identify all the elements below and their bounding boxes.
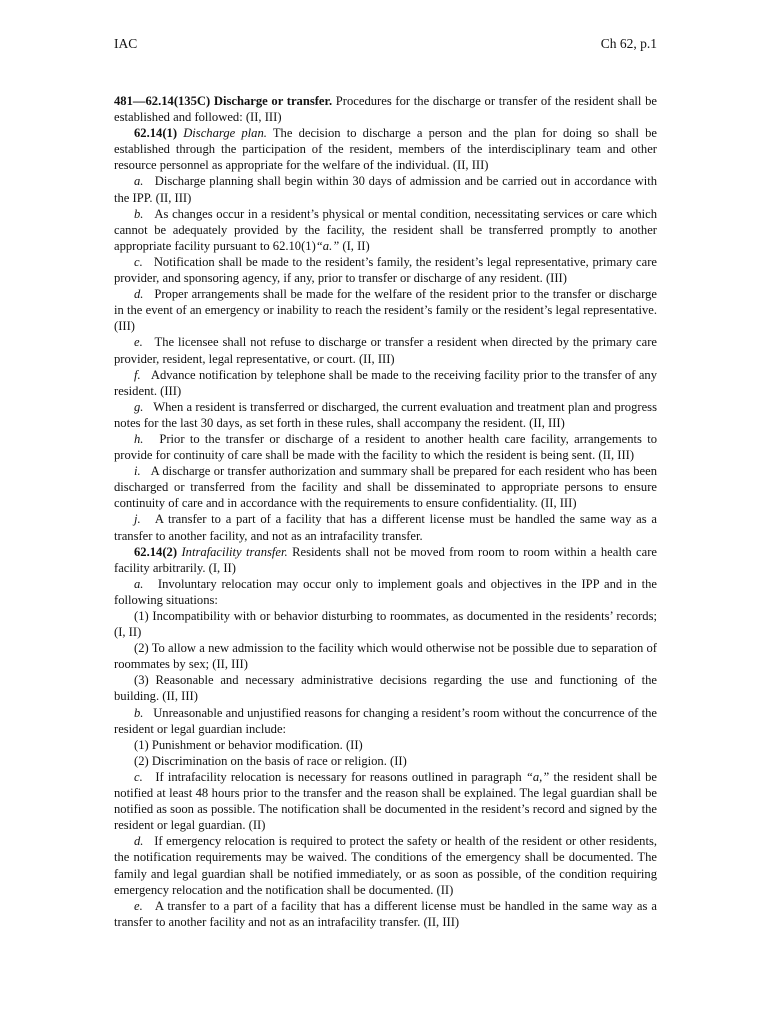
paragraph-1j — [114, 511, 657, 543]
paragraph-1h — [114, 431, 657, 463]
paragraph-letter: c. — [134, 254, 143, 269]
subrule-1-title: Discharge plan. — [183, 126, 267, 141]
paragraph-letter: h. — [134, 431, 144, 446]
paragraph-text: Involuntary relocation may occur only to implement goals and objectives in the IPP and in the following situations: — [114, 576, 657, 607]
cross-reference: “a,” — [525, 769, 550, 784]
paragraph-1d — [114, 286, 657, 334]
document-body — [114, 93, 657, 930]
paragraph-letter: d. — [134, 287, 144, 302]
paragraph-1g — [114, 399, 657, 431]
paragraph-text: A transfer to a part of a facility that has a different license must be handled in the same way as a transfer to another facility and not as an intrafacility transfer. (II, III) — [114, 898, 657, 929]
paragraph-1a — [114, 173, 657, 205]
paragraph-letter: g. — [134, 399, 144, 414]
paragraph-text: Proper arrangements shall be made for the welfare of the resident prior to the transfer or discharge in the event of an emergency or inability to reach the resident’s family or the resident’s legal representative. (III) — [114, 287, 657, 334]
subrule-2-text: Residents shall not be moved from room to room within a health care facility arbitrarily. (I, II) — [114, 544, 657, 575]
subrule-1-text: The decision to discharge a person and the plan for doing so shall be established through the participation of the resident, members of the interdisciplinary team and other resource personnel as appropriate for the welfare of the individual. (II, III) — [114, 126, 657, 173]
subparagraph-2a-1: (1) Incompatibility with or behavior disturbing to roommates, as documented in the residents’ records; (I, II) — [114, 609, 657, 640]
paragraph-2a — [114, 576, 657, 608]
paragraph-text: Prior to the transfer or discharge of a resident to another health care facility, arrangements to provide for continuity of care shall be made with the facility to which the resident is being sent. (II, III) — [114, 431, 657, 463]
paragraph-text: A discharge or transfer authorization and summary shall be prepared for each resident who has been discharged or transferred from the facility and shall be disseminated to appropriate persons to ensure continuity of care and in accordance with the requirements to ensure confidentiality. (II, III) — [114, 464, 657, 511]
paragraph-letter: c. — [134, 769, 143, 784]
paragraph-2b — [114, 705, 657, 737]
paragraph-letter: a. — [134, 174, 144, 189]
paragraph-letter: f. — [134, 367, 141, 382]
subrule-1-number: 62.14(1) — [134, 126, 178, 141]
paragraph-text: Advance notification by telephone shall be made to the receiving facility prior to the transfer of any resident. (III) — [114, 367, 658, 398]
paragraph-letter: b. — [134, 705, 144, 720]
paragraph-1b — [114, 206, 657, 254]
header-right: Ch 62, p.1 — [600, 36, 657, 51]
paragraph-text: If intrafacility relocation is necessary for reasons outlined in paragraph — [155, 769, 526, 784]
subparagraph-2a-2: (2) To allow a new admission to the facility which would otherwise not be possible due to separation of roommates by sex; (II, III) — [114, 641, 657, 672]
paragraph-text-after: the resident shall be notified at least 48 hours prior to the transfer and the reason shall be explained. The legal guardian shall be notified as soon as possible. The notification shall be documented in the resident’s record and signed by the resident or legal guardian. (II) — [114, 769, 657, 833]
subparagraph-2a-3: (3) Reasonable and necessary administrative decisions regarding the use and functioning of the building. (II, III) — [114, 673, 657, 704]
rule-text: Procedures for the discharge or transfer of the resident shall be established and followed: (II, III) — [114, 94, 657, 125]
rule-citation: 481—62.14(135C) Discharge or transfer. — [114, 94, 333, 108]
paragraph-1c — [114, 254, 657, 286]
paragraph-1i — [114, 463, 657, 511]
subrule-2 — [114, 544, 657, 576]
paragraph-text: Discharge planning shall begin within 30 days of admission and be carried out in accordance with the IPP. (II, III) — [114, 174, 657, 205]
paragraph-letter: i. — [134, 464, 141, 479]
paragraph-letter: e. — [134, 898, 143, 913]
paragraph-text: A transfer to a part of a facility that has a different license must be handled the same way as a transfer to another facility, and not as an intrafacility transfer. — [114, 512, 657, 543]
paragraph-text: The licensee shall not refuse to discharge or transfer a resident when directed by the primary care provider, resident, legal representative, or court. (II, III) — [114, 335, 657, 366]
paragraph-2e — [114, 898, 657, 930]
paragraph-2c — [114, 769, 657, 833]
subrule-1 — [114, 125, 657, 173]
cross-reference: “a.” — [315, 238, 340, 253]
subparagraph-2b-1: (1) Punishment or behavior modification. (II) — [134, 737, 363, 752]
paragraph-2d — [114, 833, 657, 897]
paragraph-letter: d. — [134, 834, 144, 849]
paragraph-text: As changes occur in a resident’s physical or mental condition, necessitating services or care which cannot be adequately provided by the facility, the resident shall be transferred promptly to another appropriate facility pursuant to 62.10(1) — [114, 206, 658, 253]
paragraph-letter: j. — [134, 512, 141, 527]
paragraph-text: If emergency relocation is required to protect the safety or health of the resident or other residents, the notification requirements may be waived. The conditions of the emergency shall be documented. The family and legal guardian shall be notified immediately, or as soon as possible, of the condition requiring emergency relocation and the notification shall be documented. (II) — [114, 834, 657, 897]
paragraph-text-after: (I, II) — [339, 238, 370, 253]
subrule-2-number: 62.14(2) — [134, 544, 178, 559]
subparagraph-2b-2: (2) Discrimination on the basis of race or religion. (II) — [134, 753, 407, 768]
paragraph-text: Notification shall be made to the resident’s family, the resident’s legal representative, primary care provider, and sponsoring agency, if any, prior to transfer or discharge of any resident. (III) — [114, 254, 657, 286]
header-left: IAC — [114, 36, 138, 51]
paragraph-1e — [114, 334, 657, 366]
subrule-2-title: Intrafacility transfer. — [181, 544, 288, 559]
rule-paragraph — [114, 93, 657, 125]
paragraph-letter: a. — [134, 576, 144, 591]
paragraph-letter: b. — [134, 206, 144, 221]
paragraph-text: When a resident is transferred or discharged, the current evaluation and treatment plan and progress notes for the last 30 days, as set forth in these rules, shall accompany the resident. (II, III) — [114, 399, 657, 430]
paragraph-1f — [114, 367, 657, 399]
paragraph-letter: e. — [134, 335, 143, 350]
paragraph-text: Unreasonable and unjustified reasons for changing a resident’s room without the concurrence of the resident or legal guardian include: — [114, 705, 657, 736]
